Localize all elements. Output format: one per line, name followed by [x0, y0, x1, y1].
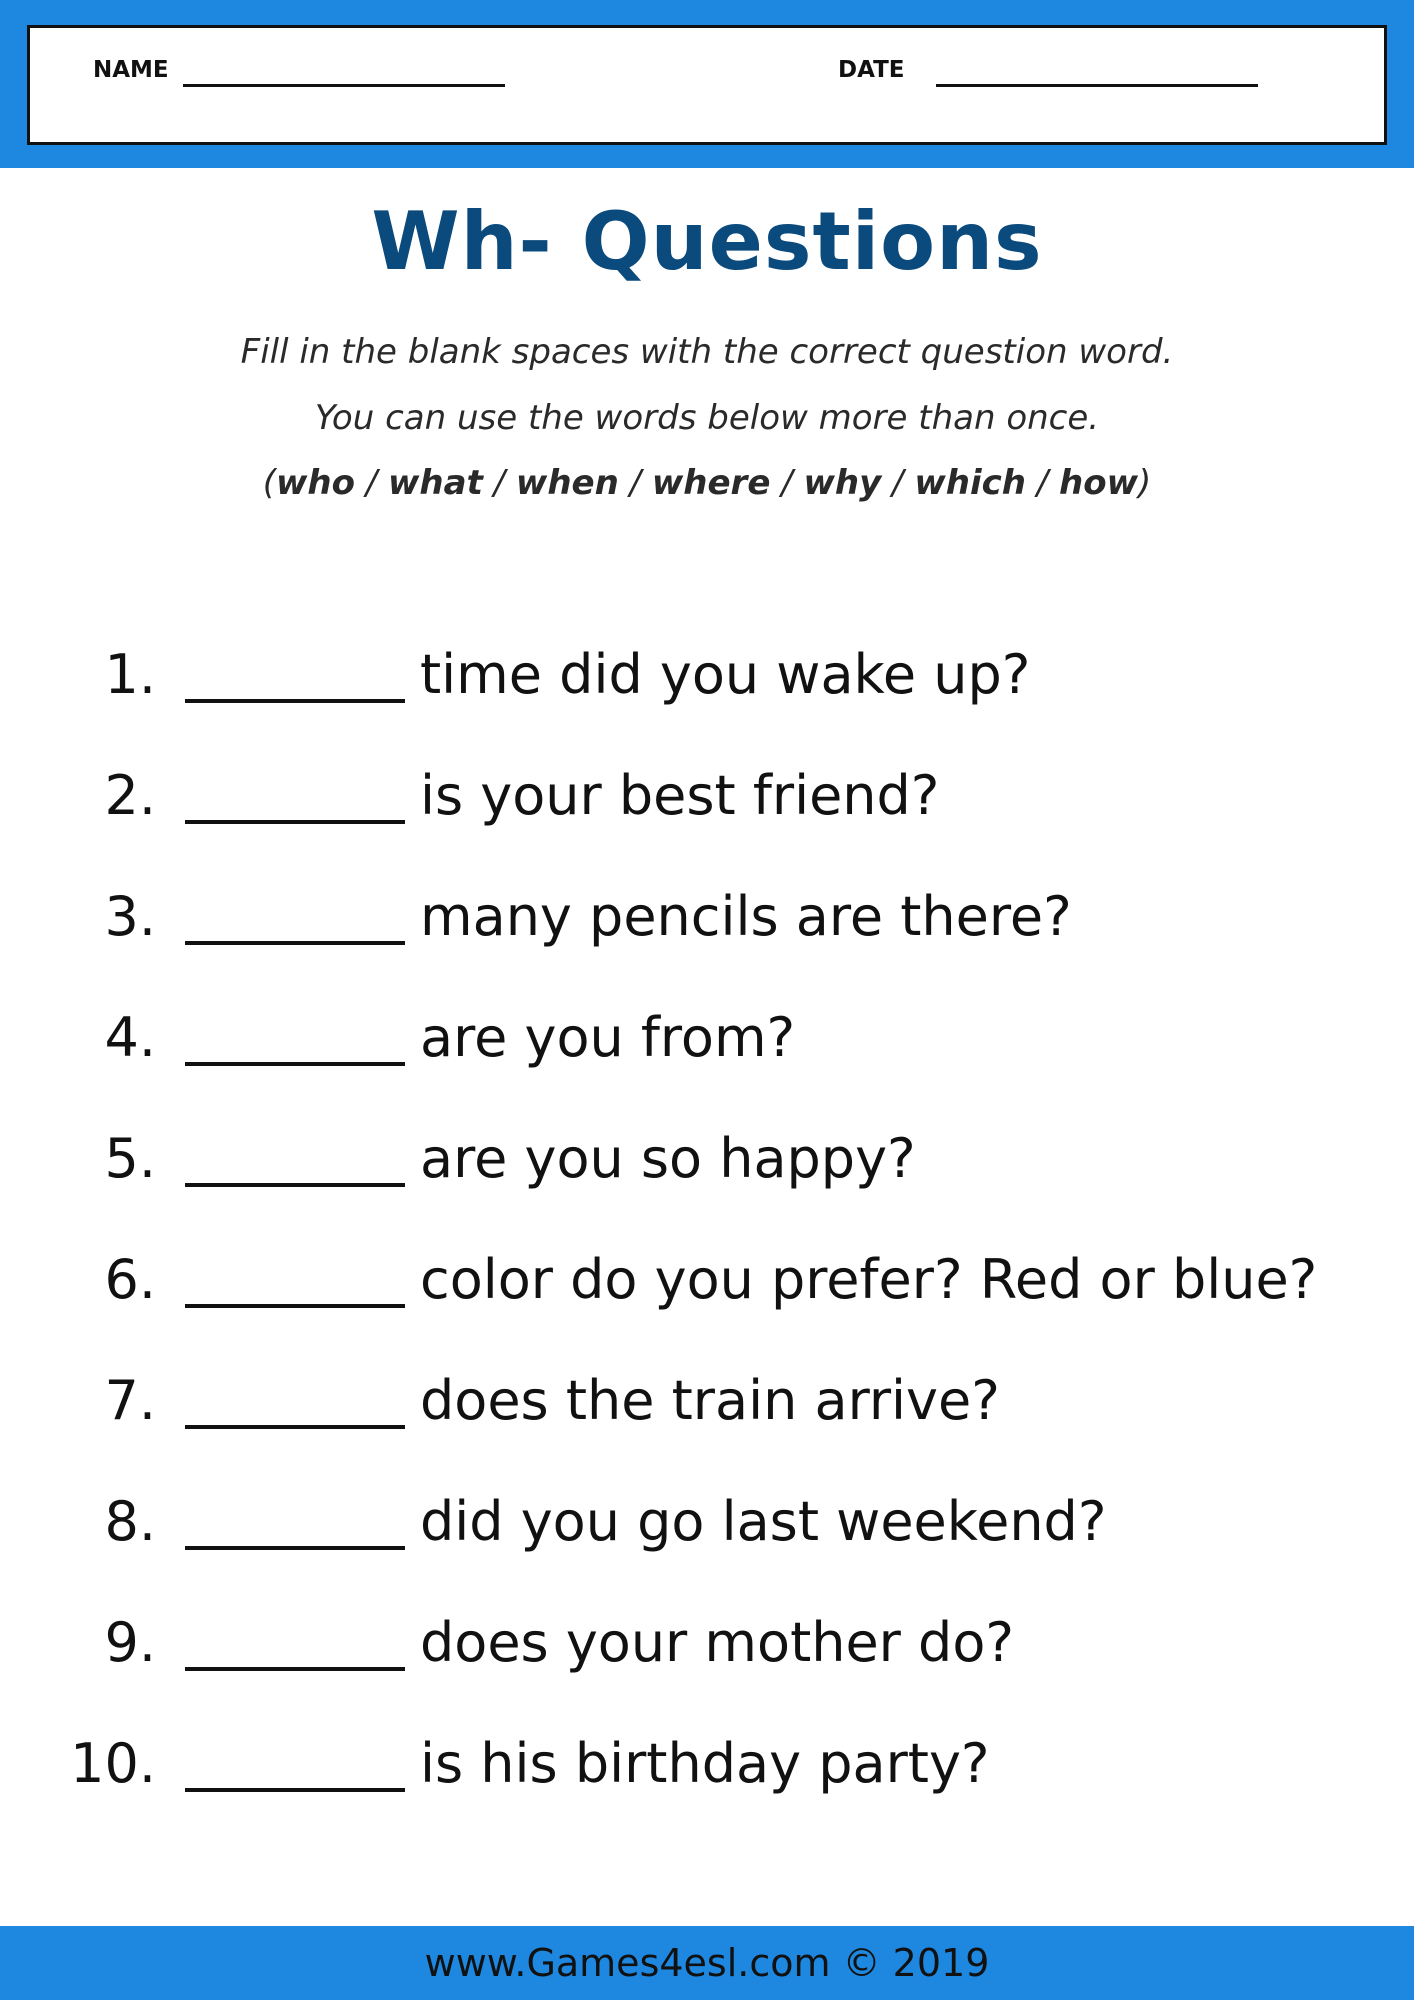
- word-bank: [0, 461, 1414, 505]
- answer-blank[interactable]: [185, 1546, 405, 1550]
- answer-blank[interactable]: [185, 1062, 405, 1066]
- question-number: 1.: [104, 643, 156, 706]
- word-bank-word: what: [388, 463, 483, 503]
- word-bank-word: where: [651, 463, 771, 503]
- question-text: does your mother do?: [420, 1611, 1015, 1674]
- question-text: are you so happy?: [420, 1127, 916, 1190]
- question-number: 2.: [104, 764, 156, 827]
- question-text: are you from?: [420, 1006, 796, 1069]
- question-item: [0, 977, 1414, 1098]
- question-number: 6.: [104, 1248, 156, 1311]
- question-text: color do you prefer? Red or blue?: [420, 1248, 1318, 1311]
- word-bank-word: who: [275, 463, 355, 503]
- question-text: does the train arrive?: [420, 1369, 1000, 1432]
- question-text: did you go last weekend?: [420, 1490, 1107, 1553]
- answer-blank[interactable]: [185, 1425, 405, 1429]
- answer-blank[interactable]: [185, 1788, 405, 1792]
- question-item: [0, 1340, 1414, 1461]
- question-text: is your best friend?: [420, 764, 940, 827]
- name-line: [183, 84, 505, 87]
- instruction-line-2: You can use the words below more than once.: [314, 398, 1100, 438]
- word-bank-word: how: [1059, 463, 1139, 503]
- question-list: [0, 614, 1414, 1824]
- word-bank-separator: /: [1025, 463, 1060, 503]
- date-label: DATE: [838, 57, 905, 83]
- question-number: 8.: [104, 1490, 156, 1553]
- instruction-line-1: Fill in the blank spaces with the correct question word.: [240, 332, 1174, 372]
- question-item: [0, 1461, 1414, 1582]
- word-bank-separator: /: [770, 463, 804, 503]
- question-number: 5.: [104, 1127, 156, 1190]
- question-number: 3.: [104, 885, 156, 948]
- footer-copyright: www.Games4esl.com © 2019: [424, 1941, 990, 1985]
- answer-blank[interactable]: [185, 941, 405, 945]
- worksheet-title: Wh- Questions: [371, 195, 1043, 288]
- question-number: 10.: [70, 1732, 156, 1795]
- question-text: time did you wake up?: [420, 643, 1031, 706]
- question-item: [0, 735, 1414, 856]
- question-item: [0, 1098, 1414, 1219]
- question-item: [0, 614, 1414, 735]
- footer-band: [0, 1926, 1414, 2000]
- answer-blank[interactable]: [185, 1667, 405, 1671]
- word-bank-separator: /: [354, 463, 389, 503]
- word-bank-close-paren: ): [1138, 463, 1152, 503]
- answer-blank[interactable]: [185, 1304, 405, 1308]
- answer-blank[interactable]: [185, 820, 405, 824]
- word-bank-separator: /: [618, 463, 652, 503]
- question-text: many pencils are there?: [420, 885, 1072, 948]
- name-label: NAME: [93, 57, 169, 83]
- question-number: 9.: [104, 1611, 156, 1674]
- word-bank-word: when: [515, 463, 619, 503]
- date-line: [936, 84, 1258, 87]
- word-bank-open-paren: (: [262, 463, 276, 503]
- word-bank-word: which: [914, 463, 1026, 503]
- question-item: [0, 1582, 1414, 1703]
- answer-blank[interactable]: [185, 699, 405, 703]
- question-item: [0, 1703, 1414, 1824]
- question-item: [0, 1219, 1414, 1340]
- answer-blank[interactable]: [185, 1183, 405, 1187]
- question-text: is his birthday party?: [420, 1732, 990, 1795]
- word-bank-separator: /: [482, 463, 516, 503]
- word-bank-separator: /: [881, 463, 915, 503]
- word-bank-word: why: [803, 463, 882, 503]
- question-number: 7.: [104, 1369, 156, 1432]
- question-item: [0, 856, 1414, 977]
- question-number: 4.: [104, 1006, 156, 1069]
